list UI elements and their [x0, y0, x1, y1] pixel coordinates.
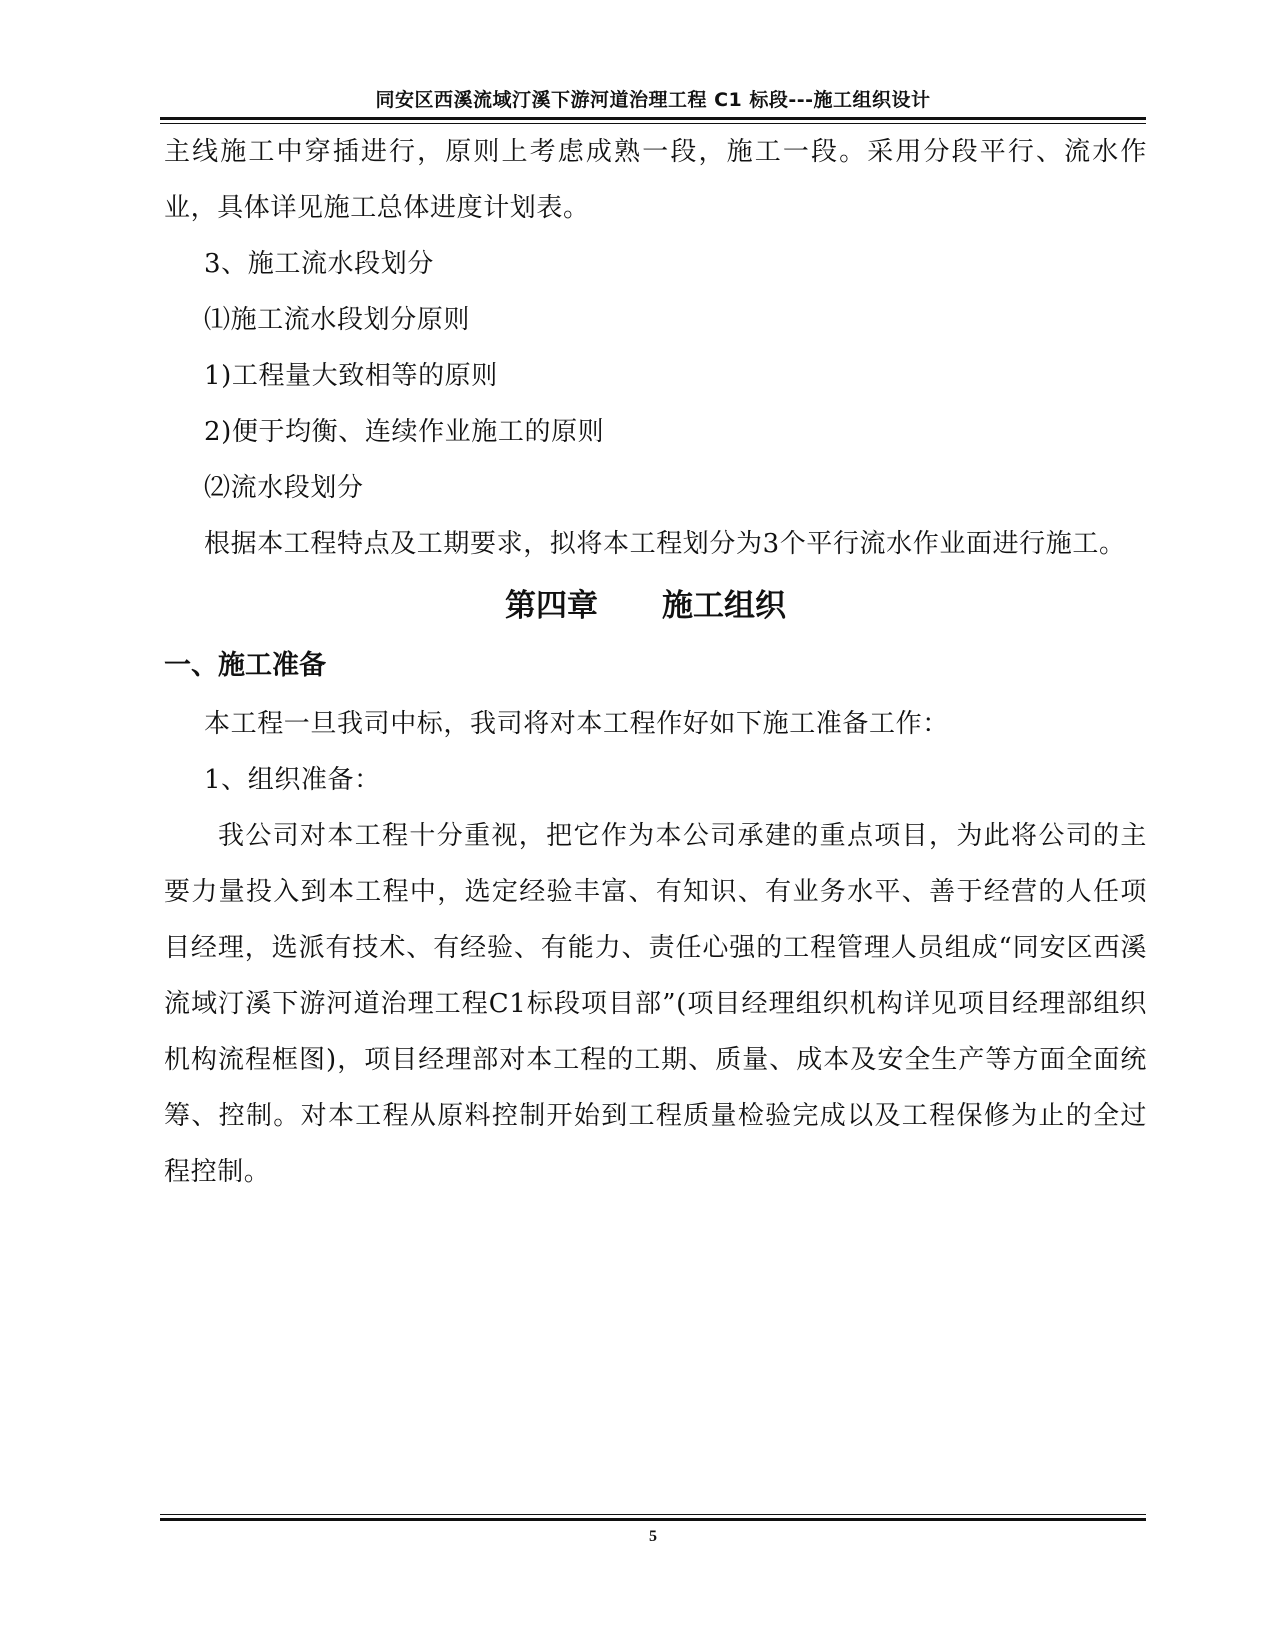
heading-organization-prep: 1、组织准备： — [204, 765, 381, 795]
paragraph-flow-division: 根据本工程特点及工期要求，拟将本工程划分为3个平行流水作业面进行施工。 — [204, 529, 1126, 559]
chapter-heading — [164, 576, 1147, 636]
list-item-principle-2: 2)便于均衡、连续作业施工的原则 — [204, 417, 605, 447]
footer-rule-thick — [160, 1518, 1146, 1521]
heading-flow-section-division: 3、施工流水段划分 — [204, 249, 434, 279]
chapter-title: 施工组织 — [662, 588, 786, 624]
document-body — [164, 124, 1147, 1200]
subheading-division-principles: ⑴施工流水段划分原则 — [204, 305, 471, 335]
paragraph-intro: 本工程一旦我司中标，我司将对本工程作好如下施工准备工作： — [204, 709, 949, 739]
chapter-number: 第四章 — [505, 588, 598, 624]
page-header-title: 同安区西溪流域汀溪下游河道治理工程 C1 标段---施工组织设计 — [375, 89, 931, 111]
section-heading: 一、施工准备 — [164, 650, 326, 681]
paragraph-organization-prep: 我公司对本工程十分重视，把它作为本公司承建的重点项目，为此将公司的主要力量投入到本工程中，选定经验丰富、有知识、有业务水平、善于经营的人任项目经理，选派有技术、有经验、有能力、责任心强的工程管理人员组成“同安区西溪流域汀溪下游河道治理工程C1标段项目部”(项目经理组织机构详见项目经理部组织机构流程框图)，项目经理部对本工程的工期、质量、成本及安全生产等方面全面统筹、控制。对本工程从原料控制开始到工程质量检验完成以及工程保修为止的全过程控制。 — [164, 821, 1147, 1187]
paragraph-continuation: 主线施工中穿插进行，原则上考虑成熟一段，施工一段。采用分段平行、流水作业，具体详见施工总体进度计划表。 — [164, 137, 1147, 223]
subheading-flow-division: ⑵流水段划分 — [204, 473, 364, 503]
list-item-principle-1: 1)工程量大致相等的原则 — [204, 361, 498, 391]
page-number: 5 — [649, 1528, 657, 1545]
footer-rule-thin — [160, 1514, 1146, 1515]
header-rule-thick — [160, 117, 1146, 120]
